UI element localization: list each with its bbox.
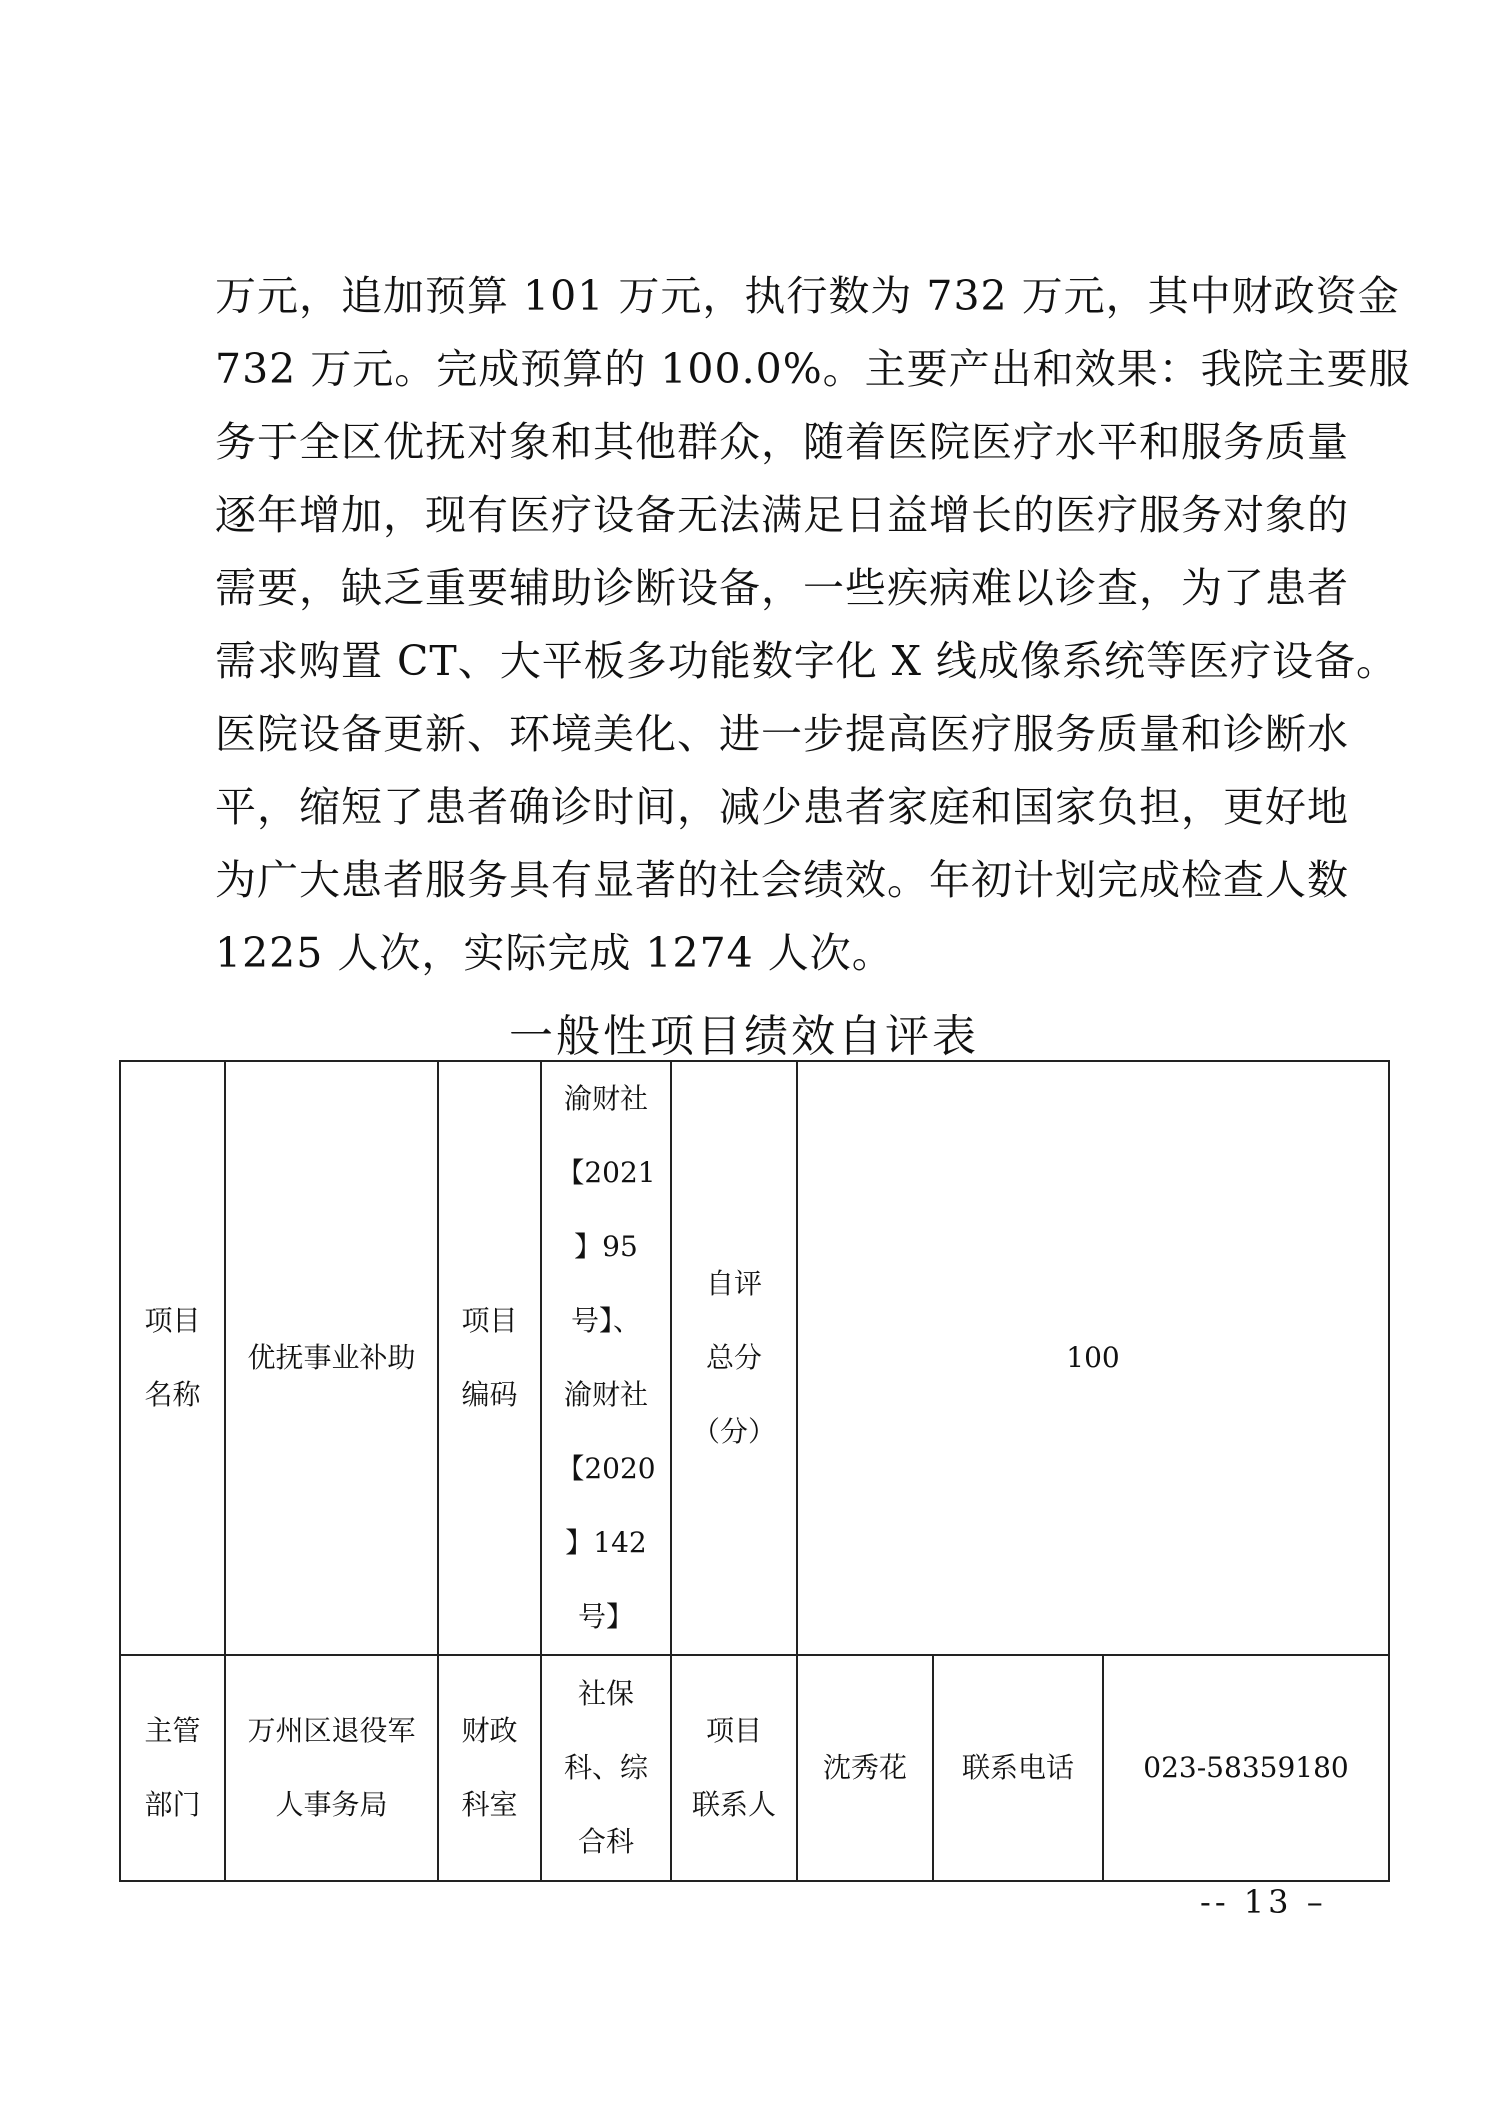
body-line: 万元，追加预算 101 万元，执行数为 732 万元，其中财政资金 <box>215 272 1400 320</box>
cell-text: 人事务局 <box>275 1788 388 1821</box>
body-paragraph <box>215 260 1411 990</box>
cell-text: 总分 <box>705 1341 762 1374</box>
dept-value-cell <box>225 1655 438 1881</box>
cell-text: 号】、 <box>570 1304 641 1337</box>
table-row <box>120 1655 1389 1881</box>
cell-text: 【2021 <box>556 1156 656 1189</box>
body-line: 1225 人次，实际完成 1274 人次。 <box>215 929 894 977</box>
cell-text: 】95 <box>574 1230 638 1263</box>
cell-text: 优抚事业补助 <box>247 1341 416 1374</box>
finance-office-value-cell <box>541 1655 671 1881</box>
cell-text: 社保 <box>577 1677 634 1710</box>
cell-text: 项目 <box>461 1304 518 1337</box>
page-number: -- 13 – <box>1200 1883 1327 1921</box>
self-score-label-cell <box>671 1061 797 1655</box>
project-code-value-cell <box>541 1061 671 1655</box>
cell-text: 名称 <box>144 1378 201 1411</box>
table-title: 一般性项目绩效自评表 <box>509 1011 979 1062</box>
performance-evaluation-table <box>119 1060 1390 1882</box>
cell-text: 号】 <box>577 1600 634 1633</box>
contact-label-cell <box>671 1655 797 1881</box>
cell-text: 主管 <box>144 1714 201 1747</box>
finance-office-label-cell <box>438 1655 541 1881</box>
dept-label-cell <box>120 1655 225 1881</box>
cell-text: 自评 <box>705 1267 762 1300</box>
cell-text: 100 <box>1066 1341 1120 1374</box>
cell-text: 科、综 <box>563 1751 648 1784</box>
cell-text: 编码 <box>461 1378 518 1411</box>
body-line: 为广大患者服务具有显著的社会绩效。年初计划完成检查人数 <box>215 856 1349 904</box>
body-line: 务于全区优抚对象和其他群众，随着医院医疗水平和服务质量 <box>215 418 1349 466</box>
project-code-label-cell <box>438 1061 541 1655</box>
self-score-value-cell <box>797 1061 1389 1655</box>
contact-value-cell <box>797 1655 933 1881</box>
phone-value-cell <box>1103 1655 1389 1881</box>
table-row <box>120 1061 1389 1655</box>
cell-text: 项目 <box>705 1714 762 1747</box>
body-line: 732 万元。完成预算的 100.0%。主要产出和效果：我院主要服 <box>215 345 1411 393</box>
cell-text: 财政 <box>461 1714 518 1747</box>
cell-text: 023-58359180 <box>1143 1751 1349 1784</box>
cell-text: 合科 <box>577 1825 634 1858</box>
cell-text: 【2020 <box>556 1452 656 1485</box>
body-line: 需求购置 CT、大平板多功能数字化 X 线成像系统等医疗设备。 <box>215 637 1399 685</box>
body-line: 平，缩短了患者确诊时间，减少患者家庭和国家负担，更好地 <box>215 783 1349 831</box>
project-name-label-cell <box>120 1061 225 1655</box>
cell-text: 万州区退役军 <box>247 1714 416 1747</box>
phone-label-cell <box>933 1655 1103 1881</box>
cell-text: 联系人 <box>691 1788 776 1821</box>
cell-text: 项目 <box>144 1304 201 1337</box>
cell-text: （分） <box>691 1415 776 1448</box>
project-name-value-cell <box>225 1061 438 1655</box>
body-line: 逐年增加，现有医疗设备无法满足日益增长的医疗服务对象的 <box>215 491 1349 539</box>
cell-text: 科室 <box>461 1788 518 1821</box>
cell-text: 联系电话 <box>961 1751 1074 1784</box>
body-line: 医院设备更新、环境美化、进一步提高医疗服务质量和诊断水 <box>215 710 1349 758</box>
cell-text: 渝财社 <box>563 1378 648 1411</box>
cell-text: 部门 <box>144 1788 201 1821</box>
cell-text: 】142 <box>565 1526 647 1559</box>
cell-text: 沈秀花 <box>822 1751 907 1784</box>
cell-text: 渝财社 <box>563 1082 648 1115</box>
body-line: 需要，缺乏重要辅助诊断设备，一些疾病难以诊查，为了患者 <box>215 564 1349 612</box>
